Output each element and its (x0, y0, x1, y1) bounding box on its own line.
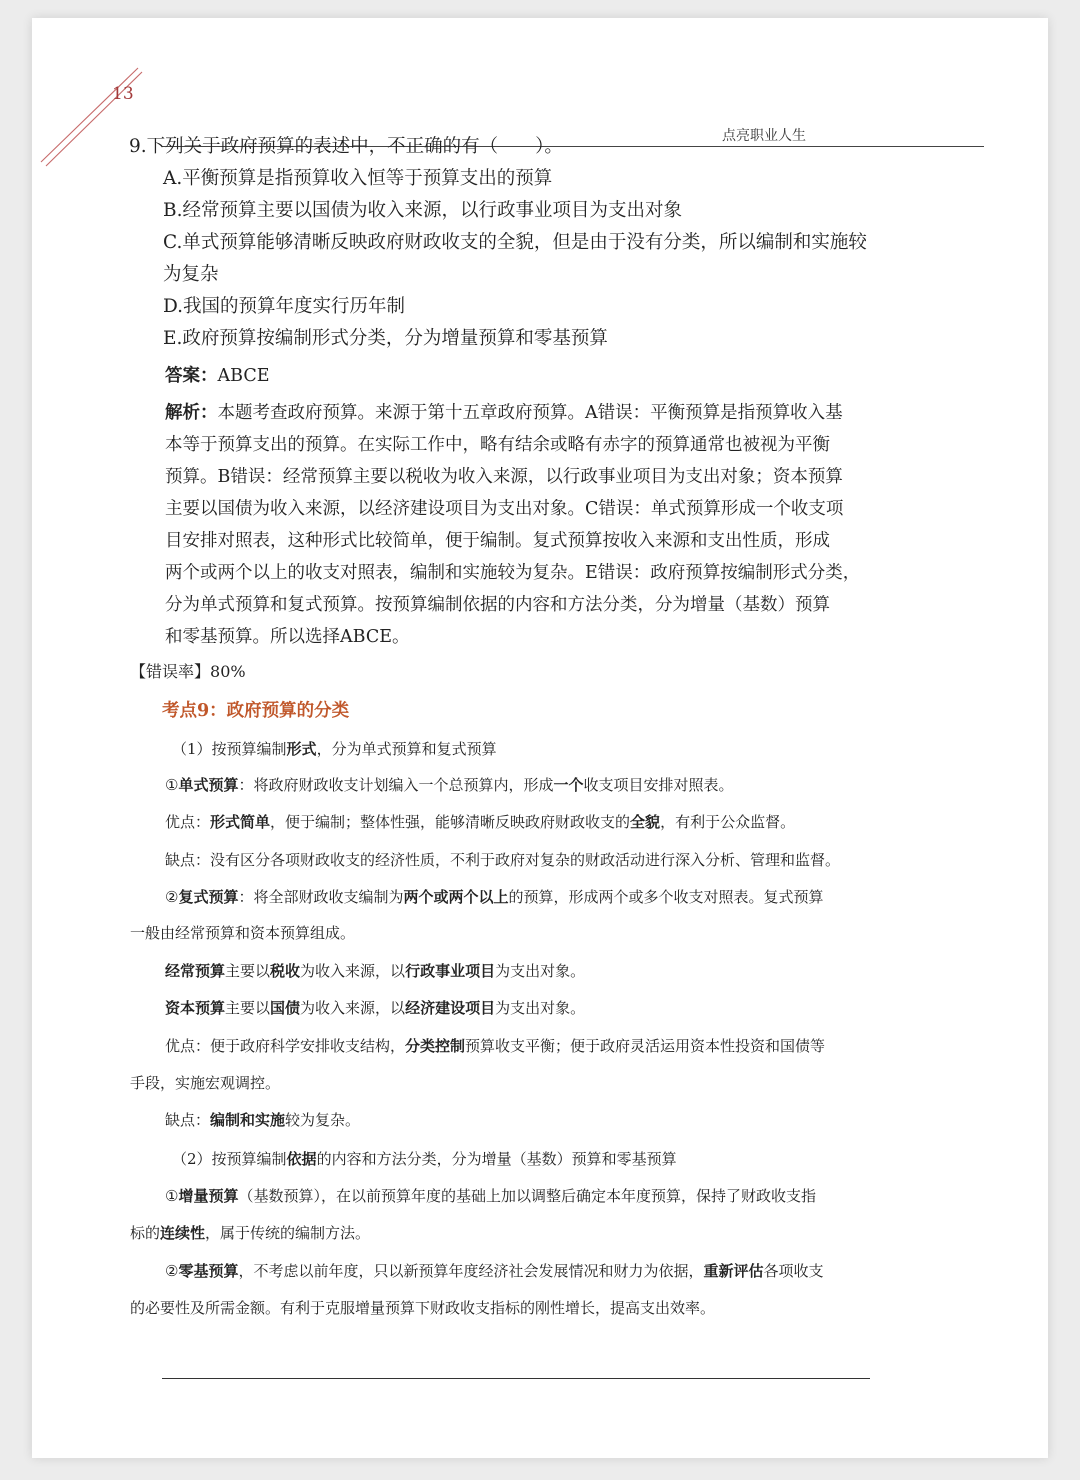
option-b: B.经常预算主要以国债为收入来源，以行政事业项目为支出对象 (163, 200, 682, 221)
compound-budget-advantages-cont: 手段，实施宏观调控。 (130, 1074, 281, 1092)
incremental-budget-def-cont: 标的连续性，属于传统的编制方法。 (130, 1224, 371, 1242)
classification-form: （1）按预算编制形式，分为单式预算和复式预算 (172, 740, 497, 758)
page-number: 13 (112, 84, 134, 104)
error-rate-label: 【错误率】 (130, 662, 211, 681)
answer-value: ABCE (217, 366, 270, 386)
capital-budget-line: 资本预算主要以国债为收入来源，以经济建设项目为支出对象。 (165, 999, 586, 1017)
error-rate-value: 80% (210, 662, 246, 681)
compound-budget-disadvantages: 缺点：编制和实施较为复杂。 (165, 1111, 361, 1129)
compound-budget-def-cont: 一般由经常预算和资本预算组成。 (130, 924, 356, 942)
current-budget-line: 经常预算主要以税收为收入来源，以行政事业项目为支出对象。 (165, 962, 586, 980)
document-page (32, 18, 1048, 1458)
error-rate-line (130, 659, 246, 682)
analysis-line-6: 两个或两个以上的收支对照表，编制和实施较为复杂。E错误：政府预算按编制形式分类， (165, 563, 861, 583)
analysis-line-7: 分为单式预算和复式预算。按预算编制依据的内容和方法分类，分为增量（基数）预算 (165, 595, 830, 615)
answer-line (165, 362, 270, 387)
option-a: A.平衡预算是指预算收入恒等于预算支出的预算 (163, 168, 553, 189)
option-c: C.单式预算能够清晰反映政府财政收支的全貌，但是由于没有分类，所以编制和实施较 (163, 232, 867, 253)
analysis-line-1: 解析：本题考查政府预算。来源于第十五章政府预算。A错误：平衡预算是指预算收入基 (165, 403, 843, 423)
option-d: D.我国的预算年度实行历年制 (163, 296, 406, 317)
zero-based-budget-def-cont: 的必要性及所需金额。有利于克服增量预算下财政收支指标的刚性增长，提高支出效率。 (130, 1299, 716, 1317)
footer-rule (162, 1378, 870, 1379)
compound-budget-def: ②复式预算：将全部财政收支编制为两个或两个以上的预算，形成两个或多个收支对照表。复式预算 (165, 888, 824, 906)
section-title: 考点9：政府预算的分类 (162, 701, 350, 721)
analysis-label: 解析： (165, 403, 218, 423)
incremental-budget-def: ①增量预算（基数预算），在以前预算年度的基础上加以调整后确定本年度预算，保持了财政收支指 (165, 1187, 816, 1205)
single-budget-advantages: 优点：形式简单，便于编制；整体性强，能够清晰反映政府财政收支的全貌，有利于公众监督。 (165, 813, 796, 831)
compound-budget-advantages: 优点：便于政府科学安排收支结构，分类控制预算收支平衡；便于政府灵活运用资本性投资和国债等 (165, 1037, 826, 1055)
classification-basis: （2）按预算编制依据的内容和方法分类，分为增量（基数）预算和零基预算 (172, 1150, 677, 1168)
single-budget-def: ①单式预算：将政府财政收支计划编入一个总预算内，形成一个收支项目安排对照表。 (165, 776, 734, 794)
answer-label: 答案： (165, 366, 218, 386)
analysis-line-8: 和零基预算。所以选择ABCE。 (165, 627, 410, 647)
single-budget-disadvantages: 缺点：没有区分各项财政收支的经济性质，不利于政府对复杂的财政活动进行深入分析、管理和监督。 (165, 851, 841, 869)
running-head: 点亮职业人生 (722, 128, 806, 144)
zero-based-budget-def: ②零基预算，不考虑以前年度，只以新预算年度经济社会发展情况和财力为依据，重新评估各项收支 (165, 1262, 824, 1280)
analysis-line-2: 本等于预算支出的预算。在实际工作中，略有结余或略有赤字的预算通常也被视为平衡 (165, 435, 830, 455)
analysis-line-3: 预算。B错误：经常预算主要以税收为收入来源，以行政事业项目为支出对象；资本预算 (165, 467, 843, 487)
analysis-line-4: 主要以国债为收入来源，以经济建设项目为支出对象。C错误：单式预算形成一个收支项 (165, 499, 844, 519)
question-stem: 9.下列关于政府预算的表述中，不正确的有（ ）。 (129, 136, 563, 157)
analysis-line-5: 目安排对照表，这种形式比较简单，便于编制。复式预算按收入来源和支出性质，形成 (165, 531, 830, 551)
option-e: E.政府预算按编制形式分类，分为增量预算和零基预算 (163, 328, 608, 349)
option-c-cont: 为复杂 (163, 264, 219, 285)
